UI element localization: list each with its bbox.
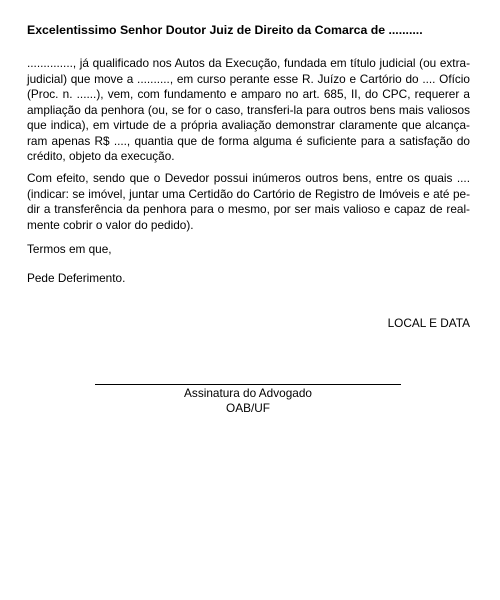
signature-block <box>95 386 401 416</box>
paragraph-request-expansion <box>27 56 470 165</box>
paragraph-line: Com efeito, sendo que o Devedor possui inúmeros outros bens, entre os quais .... <box>27 171 470 185</box>
signature-registration: OAB/UF <box>226 401 270 415</box>
paragraph-line: (Proc. n. ......), vem, com fundamento e amparo no art. 685, II, do CPC, requerer a <box>27 87 470 101</box>
paragraph-line: mente cobrir o valor do pedido). <box>27 217 194 232</box>
petition-heading: Excelentissimo Senhor Doutor Juiz de Direito da Comarca de .......... <box>27 23 423 37</box>
paragraph-line: judicial) que move a .........., em curso perante esse R. Juízo e Cartório do .... Ofício <box>27 71 470 86</box>
paragraph-other-assets <box>27 171 470 233</box>
signature-name: Assinatura do Advogado <box>184 386 312 400</box>
paragraph-line: que indica), em virtude de a própria avaliação demonstrar claramente que alcança- <box>27 118 470 132</box>
paragraph-line: ram apenas R$ ...., quantia que de forma alguma é suficiente para a satisfação do <box>27 133 470 148</box>
paragraph-line: ampliação da penhora (ou, se for o caso, transferi-la para outros bens mais valiosos <box>27 102 470 117</box>
paragraph-line: dir a transferência da penhora para o mesmo, por ser mais valioso e capaz de real- <box>27 202 470 216</box>
request-phrase: Pede Deferimento. <box>27 271 126 285</box>
paragraph-line: (indicar: se imóvel, juntar uma Certidão do Cartório de Registro de Imóveis e até pe- <box>27 186 470 201</box>
paragraph-line: crédito, objeto da execução. <box>27 149 175 163</box>
closing-phrase: Termos em que, <box>27 242 112 256</box>
place-and-date: LOCAL E DATA <box>387 316 470 330</box>
paragraph-line: .............., já qualificado nos Autos da Execução, fundada em título judicial (ou extra- <box>27 56 470 70</box>
signature-line <box>95 384 401 385</box>
